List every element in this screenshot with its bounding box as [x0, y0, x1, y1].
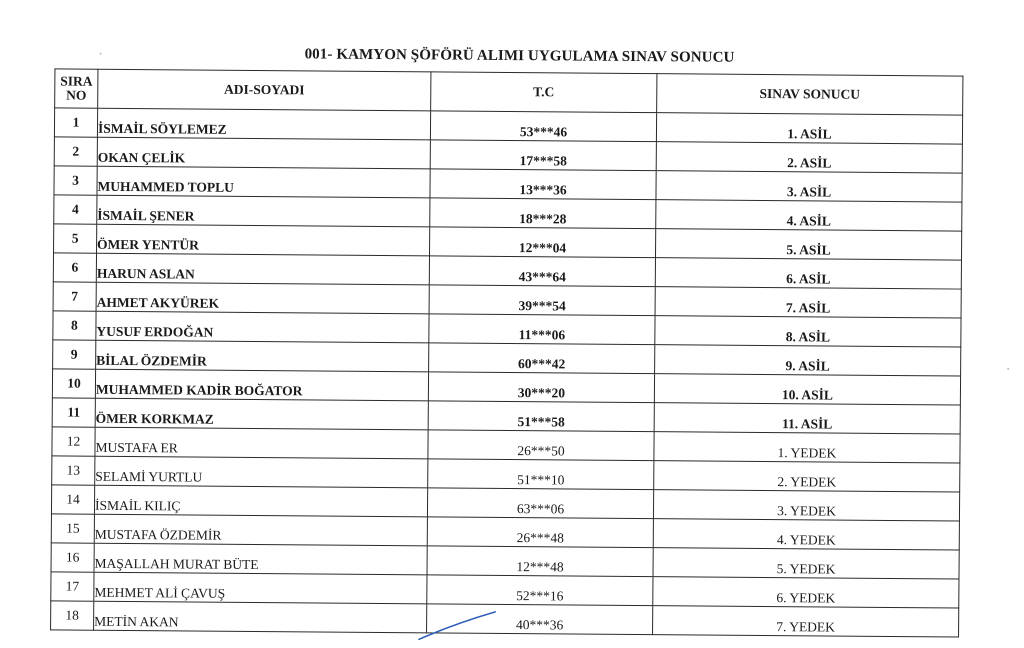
row-number: 5 — [54, 224, 97, 253]
row-name: YUSUF ERDOĞAN — [96, 311, 429, 343]
row-number: 3 — [54, 166, 97, 195]
row-tc: 63***06 — [427, 488, 653, 519]
row-result: 4. YEDEK — [653, 519, 959, 550]
row-number: 15 — [51, 514, 94, 543]
row-result: 7. YEDEK — [653, 606, 959, 637]
row-tc: 39***54 — [429, 285, 655, 316]
row-tc: 18***28 — [430, 198, 656, 229]
row-tc: 51***10 — [428, 459, 654, 490]
row-tc: 40***36 — [427, 604, 653, 635]
row-number: 11 — [52, 398, 95, 427]
row-number: 17 — [51, 572, 94, 601]
row-number: 1 — [54, 108, 97, 137]
row-number: 13 — [52, 456, 95, 485]
row-name: MUSTAFA ER — [95, 427, 428, 459]
row-number: 2 — [54, 137, 97, 166]
row-name: ÖMER KORKMAZ — [95, 398, 428, 430]
table-body — [51, 108, 963, 637]
row-result: 8. ASİL — [655, 316, 961, 347]
row-result: 5. YEDEK — [653, 548, 959, 579]
row-result: 4. ASİL — [656, 200, 962, 231]
row-result: 2. ASİL — [656, 142, 962, 173]
pen-mark — [415, 603, 505, 644]
row-tc: 43***64 — [429, 256, 655, 287]
row-result: 11. ASİL — [654, 403, 960, 434]
row-result: 5. ASİL — [655, 229, 961, 260]
document-title: 001- KAMYON ŞÖFÖRÜ ALIMI UYGULAMA SINAV SONUCU — [304, 46, 735, 66]
row-number: 16 — [51, 543, 94, 572]
scan-speck — [100, 53, 102, 55]
row-number: 12 — [52, 427, 95, 456]
row-result: 10. ASİL — [654, 374, 960, 405]
row-name: OKAN ÇELİK — [97, 137, 430, 169]
row-name: İSMAİL ŞENER — [97, 195, 430, 227]
scan-speck — [1007, 368, 1009, 370]
row-result: 7. ASİL — [655, 287, 961, 318]
row-result: 1. YEDEK — [654, 432, 960, 463]
row-result: 9. ASİL — [655, 345, 961, 376]
row-tc: 12***04 — [430, 227, 656, 258]
row-result: 6. YEDEK — [653, 577, 959, 608]
row-name: ÖMER YENTÜR — [97, 224, 430, 256]
row-name: HARUN ASLAN — [96, 253, 429, 285]
row-name: İSMAİL SÖYLEMEZ — [97, 108, 430, 140]
row-result: 6. ASİL — [655, 258, 961, 289]
row-number: 18 — [51, 601, 94, 630]
row-name: MUHAMMED TOPLU — [97, 166, 430, 198]
row-result: 2. YEDEK — [654, 461, 960, 492]
row-tc: 52***16 — [427, 575, 653, 606]
row-tc: 30***20 — [428, 372, 654, 403]
row-tc: 13***36 — [430, 169, 656, 200]
row-number: 14 — [51, 485, 94, 514]
row-tc: 26***50 — [428, 430, 654, 461]
header-tc: T.C — [431, 72, 657, 113]
row-tc: 26***48 — [427, 517, 653, 548]
row-tc: 11***06 — [429, 314, 655, 345]
row-tc: 53***46 — [430, 111, 656, 142]
row-tc: 12***48 — [427, 546, 653, 577]
header-sira: SIRA — [60, 73, 93, 89]
row-number: 8 — [53, 311, 96, 340]
header-no: NO — [66, 87, 87, 103]
header-result: SINAV SONUCU — [657, 74, 963, 115]
row-name: AHMET AKYÜREK — [96, 282, 429, 314]
row-number: 4 — [54, 195, 97, 224]
row-name: BİLAL ÖZDEMİR — [96, 340, 429, 372]
row-number: 9 — [53, 340, 96, 369]
row-result: 3. ASİL — [656, 171, 962, 202]
row-name: MAŞALLAH MURAT BÜTE — [94, 543, 427, 575]
row-tc: 51***58 — [428, 401, 654, 432]
row-name: MUHAMMED KADİR BOĞATOR — [95, 369, 428, 401]
row-name: MEHMET ALİ ÇAVUŞ — [94, 572, 427, 604]
row-number: 7 — [53, 282, 96, 311]
row-name: SELAMİ YURTLU — [95, 456, 428, 488]
row-tc: 17***58 — [430, 140, 656, 171]
row-result: 3. YEDEK — [653, 490, 959, 521]
row-result: 1. ASİL — [656, 113, 962, 144]
row-number: 10 — [52, 369, 95, 398]
row-tc: 60***42 — [429, 343, 655, 374]
row-name: İSMAİL KILIÇ — [94, 485, 427, 517]
row-number: 6 — [53, 253, 96, 282]
header-name: ADI-SOYADI — [98, 69, 431, 111]
header-sira-no — [55, 69, 98, 108]
exam-results-table — [50, 68, 963, 637]
row-name: METİN AKAN — [94, 601, 427, 633]
row-name: MUSTAFA ÖZDEMİR — [94, 514, 427, 546]
